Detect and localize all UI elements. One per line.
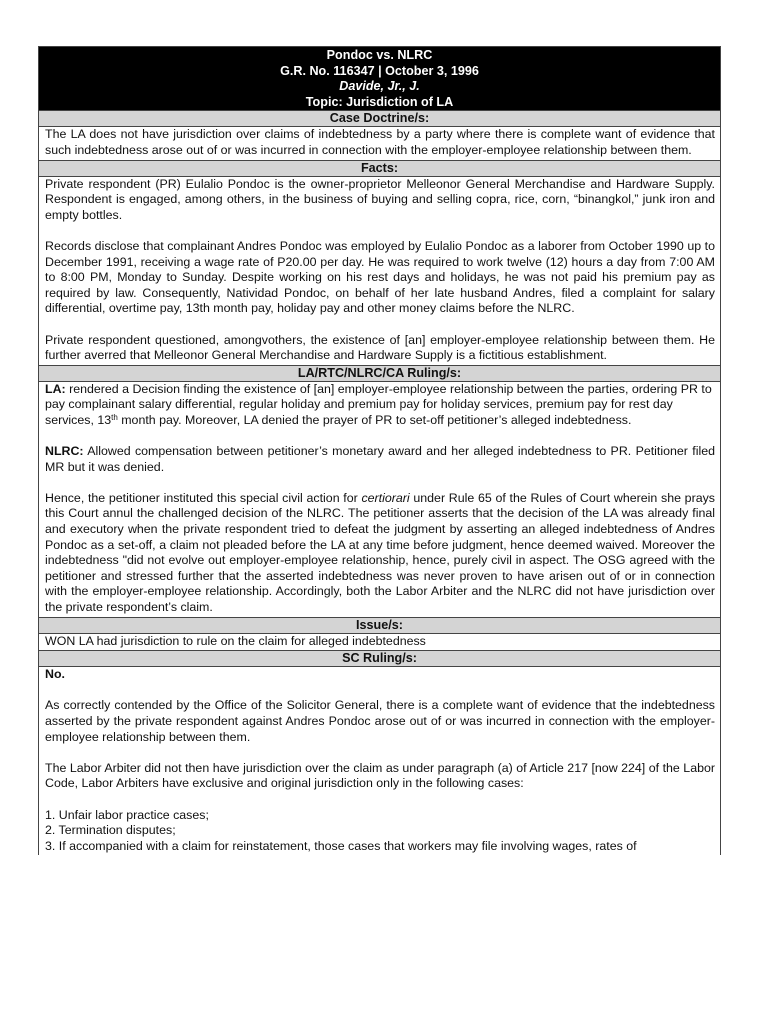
certiorari-term: certiorari <box>361 490 410 505</box>
la-ruling-text-cont: month pay. Moreover, LA denied the prayer of PR to set-off petitioner’s alleged indebtedness. <box>117 412 632 427</box>
issue-text: WON LA had jurisdiction to rule on the claim for alleged indebtedness <box>45 633 426 648</box>
nlrc-ruling-text: Allowed compensation between petitioner’s monetary award and her alleged indebtedness to PR. Petitioner filed MR but it was denied. <box>45 444 715 474</box>
case-title: Pondoc vs. NLRC <box>326 48 433 62</box>
gr-number-date: G.R. No. 116347 | October 3, 1996 <box>280 63 479 78</box>
list-item: 3. If accompanied with a claim for reinstatement, those cases that workers may file involving wages, rates of <box>45 838 637 853</box>
doctrine-text: The LA does not have jurisdiction over claims of indebtedness by a party where there is complete want of evidence that such indebtedness arose out of or was incurred in connection with the employer-employee relationship between them. <box>45 127 715 157</box>
facts-heading: Facts: <box>39 160 720 177</box>
case-digest-table <box>38 46 721 855</box>
la-label: LA: <box>45 381 66 396</box>
sc-answer: No. <box>45 667 65 682</box>
ordinal-suffix: th <box>111 412 118 422</box>
jurisdiction-list <box>45 808 715 855</box>
page-bottom-mask <box>38 1003 721 1024</box>
sc-ruling-cell <box>39 667 720 855</box>
la-ruling <box>45 382 715 429</box>
topic: Topic: Jurisdiction of LA <box>305 94 454 109</box>
issue-cell <box>39 634 720 651</box>
doctrine-cell <box>39 127 720 159</box>
sc-ruling-heading: SC Ruling/s: <box>39 650 720 667</box>
facts-paragraph: Private respondent (PR) Eulalio Pondoc is the owner-proprietor Melleonor General Merchandise and Hardware Supply. Respondent is engaged, among others, in the business of buying and selling copra, rice, corn, “binangkol,” junk iron and empty bottles. <box>45 176 715 222</box>
lower-rulings-heading: LA/RTC/NLRC/CA Ruling/s: <box>39 365 720 382</box>
facts-paragraph: Private respondent questioned, amongvothers, the existence of [an] employer-employee relationship between them. He further averred that Melleonor General Merchandise and Hardware Supply is a fictitious establishment. <box>45 332 715 363</box>
facts-paragraph: Records disclose that complainant Andres Pondoc was employed by Eulalio Pondoc as a laborer from October 1990 up to December 1991, receiving a wage rate of P20.00 per day. He was required to work twelve (12) hours a day from 7:00 AM to 8:00 PM, Monday to Sunday. Despite working on his rest days and holidays, he was not paid his premium pay as required by law. Consequently, Natividad Pondoc, on behalf of her late husband Andres, filed a complaint for salary differential, overtime pay, 13th month pay, holiday pay and other money claims before the NLRC. <box>45 238 715 316</box>
issue-heading: Issue/s: <box>39 617 720 634</box>
la-ruling-text: rendered a Decision finding the existence of [an] employer-employee relationship between the parties, ordering PR to pay complainant salary differential, regular holiday and premium pay for holiday services, premium pay for rest day services, 13 <box>45 381 712 427</box>
list-item: 2. Termination disputes; <box>45 823 176 838</box>
petition-paragraph <box>45 491 715 616</box>
case-header <box>39 47 720 110</box>
doctrine-heading: Case Doctrine/s: <box>39 110 720 127</box>
facts-cell <box>39 177 720 365</box>
nlrc-label: NLRC: <box>45 444 84 459</box>
petition-text-cont: under Rule 65 of the Rules of Court wherein she prays this Court annul the challenged decision of the NLRC. The petitioner asserts that the decision of the LA was already final and executory when the private respondent tried to defeat the judgment by asserting an alleged indebtedness of Andres Pondoc as a set-off, a claim not pleaded before the LA at any time before judgment, hence deemed waived. Moreover the indebtedness "did not evolve out employer-employee relationship, hence, purely civil in aspect. The OSG agreed with the petitioner and stressed further that the asserted indebtedness was never proven to have arisen out of or in connection with the employer-employee relationship. Accordingly, both the Labor Arbiter and the NLRC did not have jurisdiction over the private respondent’s claim. <box>45 490 715 614</box>
nlrc-ruling <box>45 444 715 475</box>
list-item: 1. Unfair labor practice cases; <box>45 807 209 822</box>
sc-paragraph: The Labor Arbiter did not then have jurisdiction over the claim as under paragraph (a) of Article 217 [now 224] of the Labor Code, Labor Arbiters have exclusive and original jurisdiction only in the following cases: <box>45 760 715 791</box>
lower-rulings-cell <box>39 382 720 617</box>
petition-text: Hence, the petitioner instituted this special civil action for <box>45 490 362 505</box>
sc-paragraph: As correctly contended by the Office of the Solicitor General, there is a complete want of evidence that the indebtedness asserted by the private respondent against Andres Pondoc arose out of or was incurred in connection with the employer-employee relationship between them. <box>45 698 715 744</box>
ponente: Davide, Jr., J. <box>339 79 420 94</box>
